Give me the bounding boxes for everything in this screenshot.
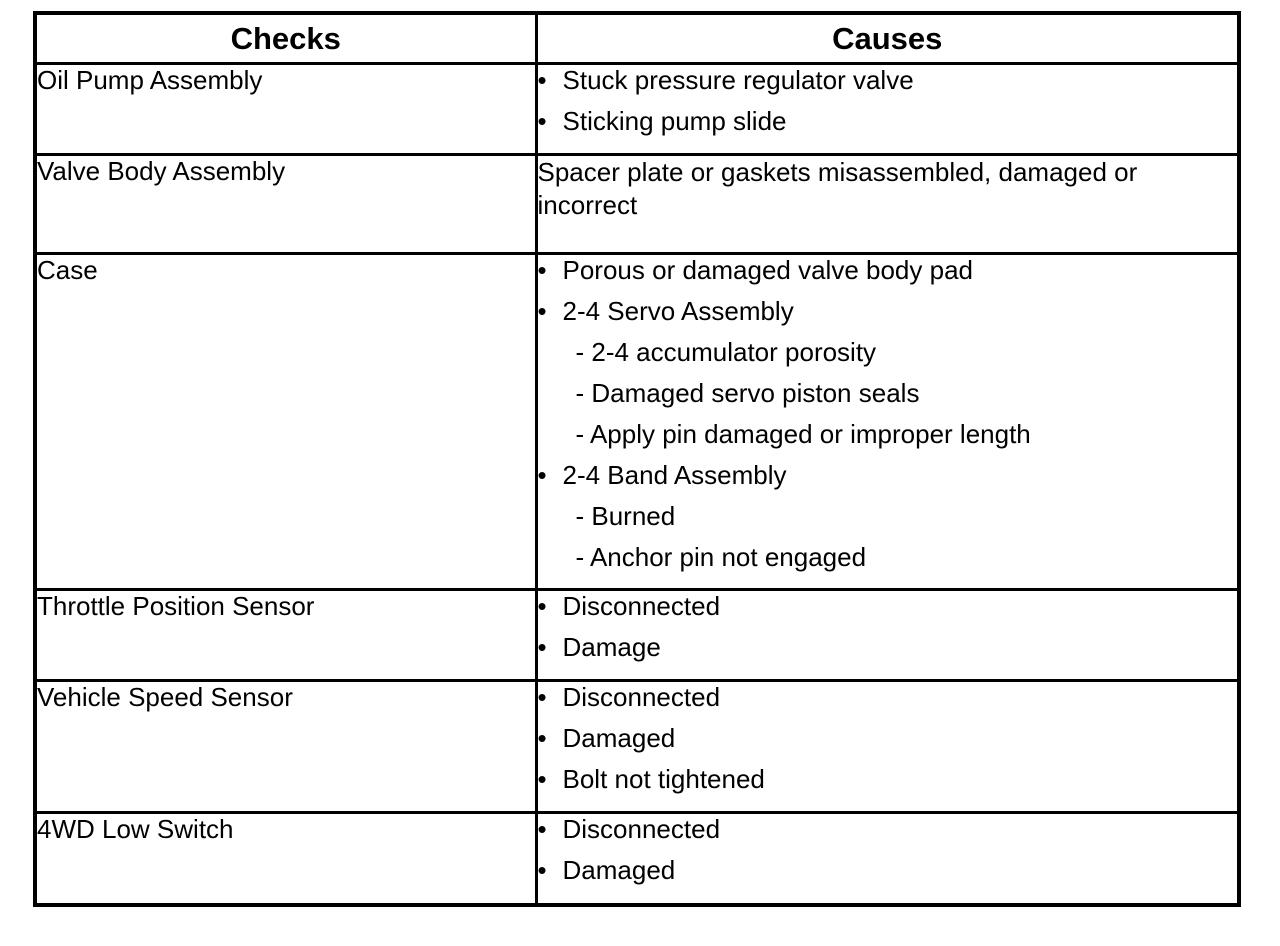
cause-text: Damaged (562, 723, 676, 753)
check-cell: Case (35, 254, 536, 590)
bullet-icon: • (537, 65, 547, 95)
check-cell: Throttle Position Sensor (35, 590, 536, 681)
check-cell: Oil Pump Assembly (35, 64, 536, 155)
table-row (35, 64, 1239, 155)
bullet-icon: • (537, 460, 547, 490)
table-row (35, 813, 1239, 906)
cause-text: Bolt not tightened (562, 764, 765, 794)
bullet-icon: • (537, 764, 547, 794)
cause-text: Disconnected (562, 591, 721, 621)
cause-text: Porous or damaged valve body pad (562, 255, 973, 285)
cause-text: Spacer plate or gaskets misassembled, damaged or incorrect (537, 157, 1138, 220)
bullet-icon: • (537, 855, 547, 885)
cause-bullet (538, 296, 1238, 337)
cause-bullet (538, 255, 1238, 296)
cause-text: 2-4 Servo Assembly (562, 296, 794, 326)
cause-bullet (538, 106, 1238, 147)
table-row (35, 681, 1239, 813)
check-cell: Vehicle Speed Sensor (35, 681, 536, 813)
cause-cell (536, 155, 1239, 254)
bullet-icon: • (537, 723, 547, 753)
cause-bullet (538, 632, 1238, 673)
cause-bullet (538, 814, 1238, 855)
cause-subitem: - Burned (575, 501, 676, 531)
cause-cell (536, 681, 1239, 813)
cause-subitem: - 2-4 accumulator porosity (575, 337, 877, 367)
causes-header: Causes (536, 13, 1239, 64)
bullet-icon: • (537, 296, 547, 326)
cause-cell (536, 254, 1239, 590)
cause-cell (536, 813, 1239, 906)
cause-text: Sticking pump slide (562, 106, 787, 136)
cause-subitem: - Damaged servo piston seals (575, 378, 920, 408)
header-row (35, 13, 1239, 64)
cause-bullet (538, 682, 1238, 723)
cause-bullet (538, 460, 1238, 501)
cause-bullet (538, 855, 1238, 896)
cause-text: 2-4 Band Assembly (562, 460, 787, 490)
cause-text: Stuck pressure regulator valve (562, 65, 914, 95)
bullet-icon: • (537, 591, 547, 621)
check-cell: Valve Body Assembly (35, 155, 536, 254)
cause-cell (536, 64, 1239, 155)
cause-text: Disconnected (562, 682, 721, 712)
checks-causes-table (33, 11, 1241, 907)
cause-subitem: - Apply pin damaged or improper length (575, 419, 1031, 449)
cause-text: Damaged (562, 855, 676, 885)
checks-header: Checks (35, 13, 536, 64)
bullet-icon: • (537, 106, 547, 136)
table-row (35, 254, 1239, 590)
cause-bullet (538, 764, 1238, 805)
bullet-icon: • (537, 632, 547, 662)
cause-cell (536, 590, 1239, 681)
cause-bullet (538, 591, 1238, 632)
table-row (35, 155, 1239, 254)
check-cell: 4WD Low Switch (35, 813, 536, 906)
cause-text: Damage (562, 632, 661, 662)
cause-bullet (538, 65, 1238, 106)
cause-bullet (538, 723, 1238, 764)
table-row (35, 590, 1239, 681)
cause-subitem: - Anchor pin not engaged (575, 542, 867, 572)
bullet-icon: • (537, 814, 547, 844)
bullet-icon: • (537, 255, 547, 285)
cause-text: Disconnected (562, 814, 721, 844)
bullet-icon: • (537, 682, 547, 712)
